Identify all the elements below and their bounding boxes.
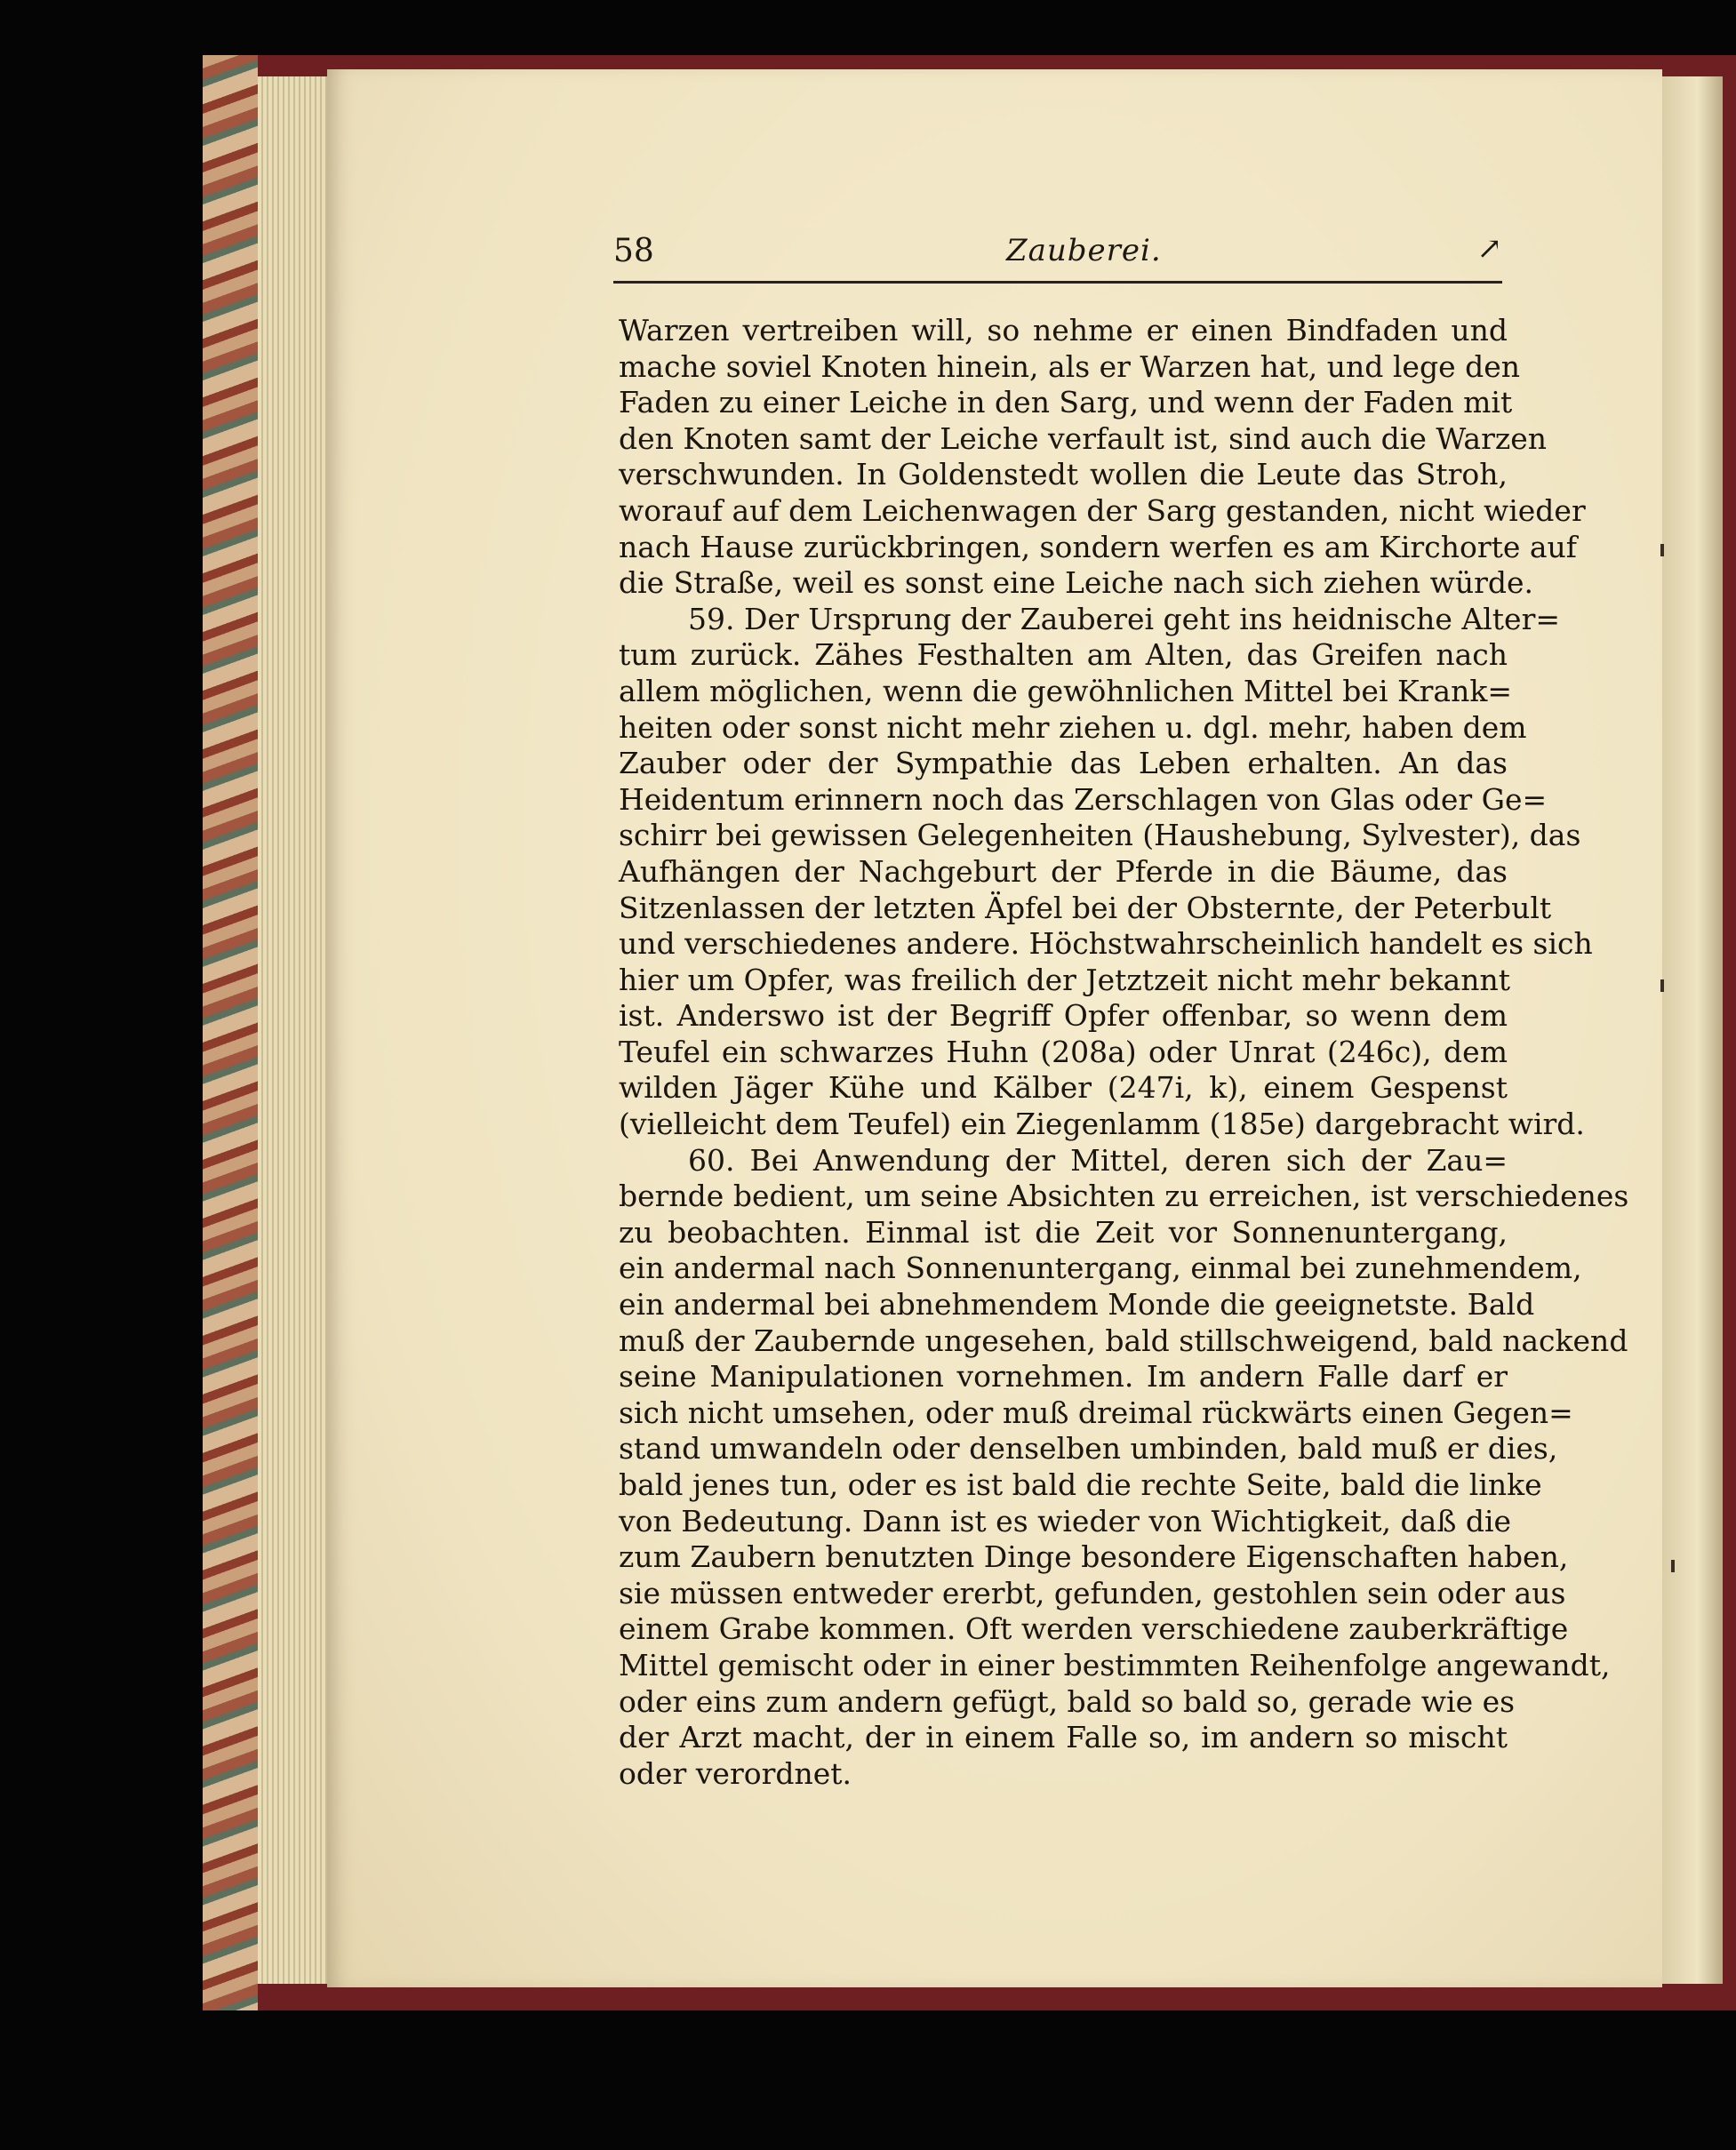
text-line: mache soviel Knoten hinein, als er Warzen hat, und lege den <box>619 348 1521 384</box>
text-line: (vielleicht dem Teufel) ein Ziegenlamm (185e) dargebracht wird. <box>619 1107 1585 1142</box>
text-line: schirr bei gewissen Gelegenheiten (Haushebung, Sylvester), das <box>619 818 1581 853</box>
text-line: Mittel gemischt oder in einer bestimmten Reihenfolge angewandt, <box>619 1647 1611 1682</box>
text-line: sich nicht umsehen, oder muß dreimal rückwärts einen Gegen= <box>619 1395 1573 1430</box>
text-line: einem Grabe kommen. Oft werden verschiedene zauberkräftige <box>619 1611 1569 1647</box>
page-number: 58 <box>613 233 654 269</box>
text-line: Zauber oder der Sympathie das Leben erhalten. An das <box>619 746 1508 781</box>
facing-page-edge <box>1660 76 1723 1984</box>
text-line: wilden Jäger Kühe und Kälber (247i, k), einem Gespenst <box>619 1070 1508 1106</box>
margin-mark <box>1660 544 1664 556</box>
text-line: ein andermal nach Sonnenuntergang, einmal bei zunehmendem, <box>619 1251 1582 1286</box>
text-line: Heidentum erinnern noch das Zerschlagen von Glas oder Ge= <box>619 781 1548 817</box>
text-line: hier um Opfer, was freilich der Jetztzeit nicht mehr bekannt <box>619 962 1510 997</box>
text-line: muß der Zaubernde ungesehen, bald stillschweigend, bald nackend <box>619 1323 1628 1358</box>
text-line: heiten oder sonst nicht mehr ziehen u. dgl. mehr, haben dem <box>619 709 1527 745</box>
text-line: der Arzt macht, der in einem Falle so, im andern so mischt <box>619 1720 1508 1755</box>
text-line: tum zurück. Zähes Festhalten am Alten, das Greifen nach <box>619 637 1508 673</box>
page-edges <box>258 76 329 1984</box>
text-line: Aufhängen der Nachgeburt der Pferde in die Bäume, das <box>619 853 1508 889</box>
text-line: den Knoten samt der Leiche verfault ist, sind auch die Warzen <box>619 420 1548 456</box>
margin-mark <box>1660 979 1664 992</box>
paragraph-59-start: 59. Der Ursprung der Zauberei geht ins heidnische Alter= <box>688 601 1560 636</box>
text-line: ist. Anderswo ist der Begriff Opfer offenbar, so wenn dem <box>619 998 1508 1034</box>
text-line: nach Hause zurückbringen, sondern werfen es am Kirchorte auf <box>619 529 1578 564</box>
text-line: sie müssen entweder ererbt, gefunden, gestohlen sein oder aus <box>619 1575 1566 1611</box>
text-line: Faden zu einer Leiche in den Sarg, und wenn der Faden mit <box>619 385 1513 420</box>
text-line: die Straße, weil es sonst eine Leiche nach sich ziehen würde. <box>619 565 1534 601</box>
text-line: stand umwandeln oder denselben umbinden, bald muß er dies, <box>619 1431 1558 1467</box>
text-line: bernde bedient, um seine Absichten zu erreichen, ist verschiedenes <box>619 1179 1629 1214</box>
text-line: Sitzenlassen der letzten Äpfel bei der Obsternte, der Peterbult <box>619 890 1552 925</box>
header-mark: ↗ <box>1476 231 1502 267</box>
text-line: zum Zaubern benutzten Dinge besondere Eigenschaften haben, <box>619 1539 1569 1575</box>
text-line: seine Manipulationen vornehmen. Im andern Falle darf er <box>619 1359 1508 1395</box>
text-line: bald jenes tun, oder es ist bald die rechte Seite, bald die linke <box>619 1467 1542 1502</box>
text-line: Teufel ein schwarzes Huhn (208a) oder Unrat (246c), dem <box>619 1034 1508 1069</box>
text-line: verschwunden. In Goldenstedt wollen die Leute das Stroh, <box>619 457 1508 492</box>
page-header <box>613 229 1502 284</box>
text-line: zu beobachten. Einmal ist die Zeit vor Sonnenuntergang, <box>619 1214 1508 1250</box>
margin-mark <box>1671 1560 1675 1572</box>
marbled-edge <box>203 55 258 2010</box>
text-line: und verschiedenes andere. Höchstwahrscheinlich handelt es sich <box>619 926 1593 962</box>
text-line: oder verordnet. <box>619 1755 852 1791</box>
text-line: allem möglichen, wenn die gewöhnlichen Mittel bei Krank= <box>619 673 1512 708</box>
text-line: worauf auf dem Leichenwagen der Sarg gestanden, nicht wieder <box>619 492 1586 528</box>
text-line: von Bedeutung. Dann ist es wieder von Wichtigkeit, daß die <box>619 1503 1512 1539</box>
text-line: Warzen vertreiben will, so nehme er einen Bindfaden und <box>619 313 1508 348</box>
running-head: Zauberei. <box>1006 233 1162 268</box>
body-text <box>619 313 1629 1792</box>
paragraph-60-start: 60. Bei Anwendung der Mittel, deren sich der Zau= <box>688 1142 1508 1178</box>
text-line: oder eins zum andern gefügt, bald so bald so, gerade wie es <box>619 1683 1516 1719</box>
text-line: ein andermal bei abnehmendem Monde die geeignetste. Bald <box>619 1287 1535 1323</box>
